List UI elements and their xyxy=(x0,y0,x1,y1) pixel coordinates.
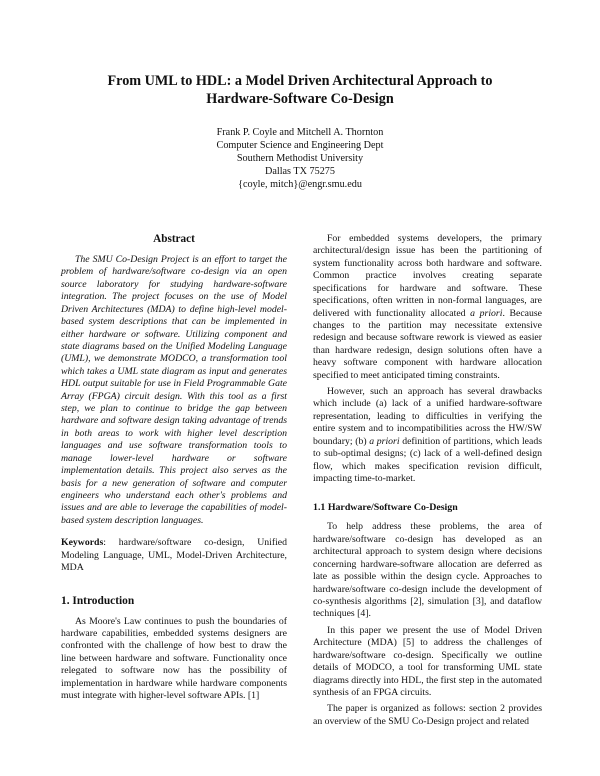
author-department: Computer Science and Engineering Dept xyxy=(216,139,384,151)
p1-text-b: . Because changes to the partition may necessitate extensive redesign and because software rework is viewed as easier than hardware redesign, design solutions often have a heavy software component with hardware allocation specified to meet anticipated timing constraints. xyxy=(313,307,542,381)
body-paragraph-5: The paper is organized as follows: section 2 provides an overview of the SMU Co-Design project and related xyxy=(313,703,542,727)
p2-text-b: definition of partitions, which leads to sub-optimal designs; (c) lack of a well-defined design flow, which makes specification revision difficult, impacting time-to-market. xyxy=(313,435,542,485)
body-paragraph-4: In this paper we present the use of Model Driven Architecture (MDA) [5] to address the challenges of hardware/software co-design. Specifically we outline details of MODCO, a tool for transforming UML state diagrams directly into HDL, the first step in the automated synthesis of an FPGA circuits. xyxy=(313,624,542,698)
abstract-heading: Abstract xyxy=(153,233,195,245)
p1-text-a: For embedded systems developers, the primary architectural/design issue has been the partitioning of system functionality across both hardware and software. Common practice involves creating separate specifications for hardware and software. These specifications, often written in non-formal languages, are delivered with functionality allocated xyxy=(313,233,542,319)
subsection-heading: 1.1 Hardware/Software Co-Design xyxy=(313,502,458,514)
p2-emphasis: a priori xyxy=(369,435,400,447)
keywords-label: Keywords xyxy=(61,537,104,549)
author-university: Southern Methodist University xyxy=(236,152,364,164)
title-line-2: Hardware-Software Co-Design xyxy=(206,91,394,107)
author-names: Frank P. Coyle and Mitchell A. Thornton xyxy=(216,127,384,138)
keywords-paragraph xyxy=(61,537,287,574)
author-block xyxy=(150,127,450,192)
body-paragraph-1 xyxy=(313,233,542,382)
introduction-heading: 1. Introduction xyxy=(61,594,135,607)
p1-emphasis: a priori xyxy=(470,307,503,319)
body-paragraph-3: To help address these problems, the area of hardware/software co-design has developed as an architectural approach to system design where decisions concerning hardware-software allocation are deferred as late as possible within the design cycle. Approaches to hardware/software co-design include the development of co-synthesis algorithms [2], simulation [3], and dataflow techniques [4]. xyxy=(313,521,542,620)
paper-title xyxy=(60,72,540,108)
left-column xyxy=(61,233,287,703)
title-line-1: From UML to HDL: a Model Driven Architectural Approach to xyxy=(107,73,493,89)
keywords-text: : hardware/software co-design, Unified Modeling Language, UML, Model-Driven Architecture, MDA xyxy=(61,537,287,574)
body-paragraph-2 xyxy=(313,386,542,485)
author-email: {coyle, mitch}@engr.smu.edu xyxy=(238,178,362,190)
p2-text-a: However, such an approach has several drawbacks which include (a) lack of a unified hardware-software representation, leading to difficulties in verifying the entire system and to incompatibilities across the HW/SW boundary; (b) xyxy=(313,386,542,447)
author-city: Dallas TX 75275 xyxy=(265,165,335,177)
abstract-text: The SMU Co-Design Project is an effort to target the problem of hardware/software co-design via an open source laboratory for studying hardware-software integration. The project focuses on the use of Model Driven Architectures (MDA) to define high-level model-based system descriptions that can be implemented in either hardware or software. Utilizing component and state diagrams based on the Unified Modeling Language (UML), we demonstrate MODCO, a transformation tool which takes a UML state diagram as input and generates HDL output suitable for use in Field Programmable Gate Array (FPGA) circuit design. With this tool as a first step, we plan to continue to bridge the gap between hardware and software design taking advantage of trends in both areas to work with higher level description languages and use software transformation tools to manage lower-level hardware or software implementation details. This project also serves as the basis for a new generation of software and computer engineers who understand each other's problems and issues and are able to leverage the capabilities of model-based system description languages. xyxy=(61,254,287,526)
right-column xyxy=(313,233,542,728)
intro-paragraph-1: As Moore's Law continues to push the boundaries of hardware capabilities, embedded systems designers are confronted with the challenge of how best to draw the line between hardware and software. Functionality once relegated to software now has the possibility of implementation in hardware while hardware components must integrate with higher-level software APIs. [1] xyxy=(61,615,287,702)
